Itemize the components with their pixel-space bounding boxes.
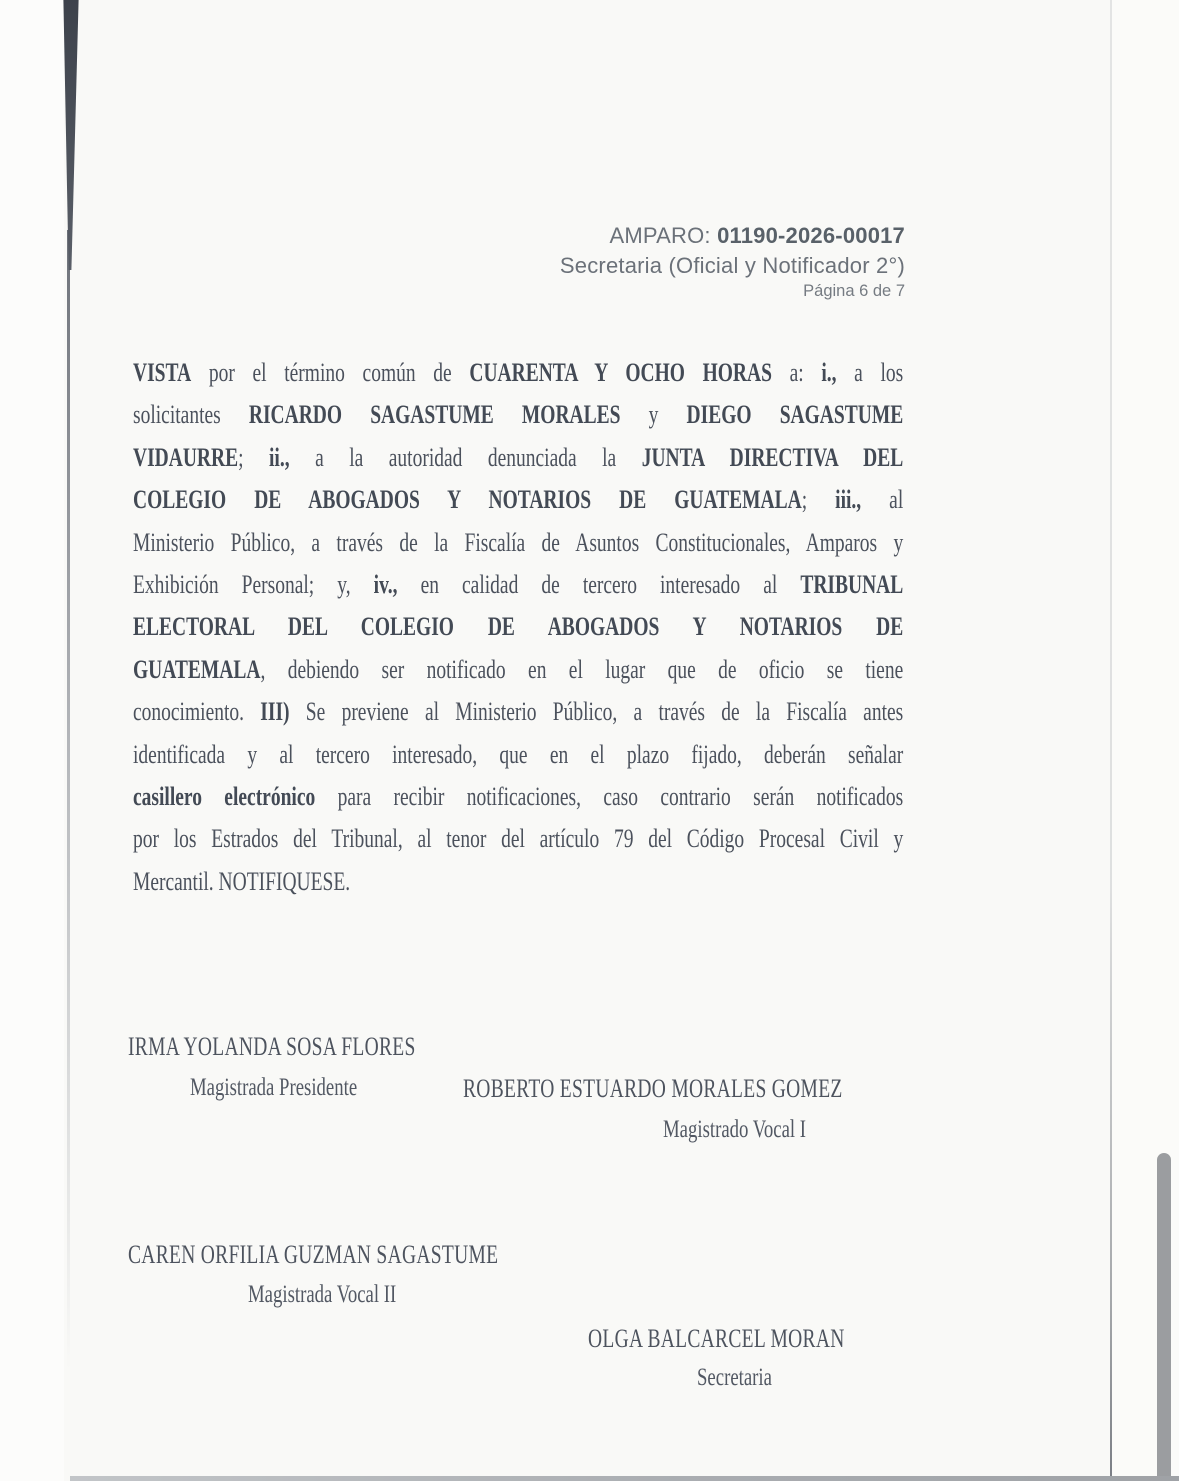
scan-right-edge-line bbox=[1110, 0, 1112, 1481]
signature-name-magistrado-vocal-1: ROBERTO ESTUARDO MORALES GOMEZ bbox=[463, 1074, 843, 1103]
bold-text-segment: casillero electrónico bbox=[133, 782, 316, 812]
scan-edge-wedge-artifact bbox=[61, 0, 81, 270]
paragraph-line bbox=[133, 479, 903, 521]
signature-title-magistrado-vocal-1: Magistrado Vocal I bbox=[663, 1116, 807, 1143]
bold-text-segment: iii., bbox=[835, 485, 862, 515]
paragraph-line bbox=[133, 734, 903, 776]
bold-text-segment: DIEGO SAGASTUME bbox=[686, 400, 904, 430]
text-segment: ; bbox=[801, 485, 836, 515]
bold-text-segment: CUARENTA Y OCHO HORAS bbox=[469, 358, 772, 387]
signature-name-magistrada-presidente: IRMA YOLANDA SOSA FLORES bbox=[128, 1032, 416, 1061]
text-segment: Se previene al Ministerio Público, a través de la Fiscalía antes bbox=[289, 697, 904, 727]
text-segment: y bbox=[620, 400, 687, 430]
text-segment: , debiendo ser notificado en el lugar que de oficio se tiene bbox=[260, 654, 904, 684]
text-segment: Mercantil. NOTIFIQUESE. bbox=[133, 866, 351, 896]
paragraph-line bbox=[133, 818, 903, 860]
text-segment: conocimiento. bbox=[133, 697, 261, 727]
signature-title-secretaria: Secretaria bbox=[697, 1364, 772, 1391]
case-number: 01190-2026-00017 bbox=[717, 223, 905, 248]
paragraph-line bbox=[133, 522, 903, 564]
text-segment: Ministerio Público, a través de la Fiscalía de Asuntos Constitucionales, Amparos y bbox=[133, 527, 904, 557]
text-segment: a los bbox=[836, 358, 904, 387]
text-segment: a: bbox=[771, 358, 822, 387]
case-label: AMPARO: bbox=[609, 223, 718, 248]
text-segment: al bbox=[861, 485, 904, 515]
text-segment: a la autoridad denunciada la bbox=[289, 442, 642, 472]
bold-text-segment: JUNTA DIRECTIVA DEL bbox=[641, 442, 904, 472]
bold-text-segment: COLEGIO DE ABOGADOS Y NOTARIOS DE GUATEMALA bbox=[133, 485, 802, 515]
paragraph-line bbox=[133, 776, 903, 818]
paragraph-line bbox=[133, 649, 903, 691]
bold-text-segment: VIDAURRE bbox=[133, 442, 239, 472]
bold-text-segment: ELECTORAL DEL COLEGIO DE ABOGADOS Y NOTARIOS DE bbox=[133, 612, 904, 642]
signature-title-magistrada-vocal-2: Magistrada Vocal II bbox=[248, 1281, 397, 1308]
case-number-line bbox=[560, 221, 905, 251]
bold-text-segment: III) bbox=[260, 697, 290, 727]
text-segment: para recibir notificaciones, caso contrario serán notificados bbox=[315, 782, 904, 812]
text-segment: por los Estrados del Tribunal, al tenor del artículo 79 del Código Procesal Civil y bbox=[133, 824, 904, 854]
paragraph-line bbox=[133, 606, 903, 648]
text-segment: en calidad de tercero interesado al bbox=[397, 570, 801, 600]
document-header bbox=[560, 221, 905, 303]
text-segment: solicitantes bbox=[133, 400, 249, 430]
text-segment: ; bbox=[238, 442, 269, 472]
bold-text-segment: ii., bbox=[268, 442, 290, 472]
paragraph-line bbox=[133, 861, 903, 903]
paragraph-line bbox=[133, 564, 903, 606]
bold-text-segment: TRIBUNAL bbox=[800, 570, 904, 600]
signature-name-secretaria: OLGA BALCARCEL MORAN bbox=[588, 1324, 845, 1353]
page-indicator: Página 6 de 7 bbox=[803, 282, 905, 300]
scan-bottom-edge-strip bbox=[70, 1476, 1179, 1481]
bold-text-segment: i., bbox=[821, 358, 837, 387]
scan-right-gray-bar bbox=[1157, 1153, 1171, 1481]
office-line: Secretaria (Oficial y Notificador 2°) bbox=[559, 253, 905, 278]
body-paragraph bbox=[133, 352, 903, 903]
bold-text-segment: RICARDO SAGASTUME MORALES bbox=[248, 400, 621, 430]
paragraph-line bbox=[133, 352, 903, 394]
text-segment: Exhibición Personal; y, bbox=[133, 570, 374, 600]
paragraph-line bbox=[133, 691, 903, 733]
text-segment: por el término común de bbox=[191, 358, 470, 387]
scan-left-margin bbox=[0, 0, 64, 1481]
paragraph-line bbox=[133, 394, 903, 436]
signature-title-magistrada-presidente: Magistrada Presidente bbox=[190, 1074, 358, 1101]
paragraph-line bbox=[133, 437, 903, 479]
bold-text-segment: iv., bbox=[373, 570, 398, 600]
bold-text-segment: GUATEMALA bbox=[133, 654, 261, 684]
bold-text-segment: VISTA bbox=[133, 358, 192, 387]
scan-left-edge-line bbox=[67, 230, 70, 1370]
text-segment: identificada y al tercero interesado, que en el plazo fijado, deberán señalar bbox=[133, 739, 904, 769]
signature-name-magistrada-vocal-2: CAREN ORFILIA GUZMAN SAGASTUME bbox=[128, 1240, 499, 1269]
